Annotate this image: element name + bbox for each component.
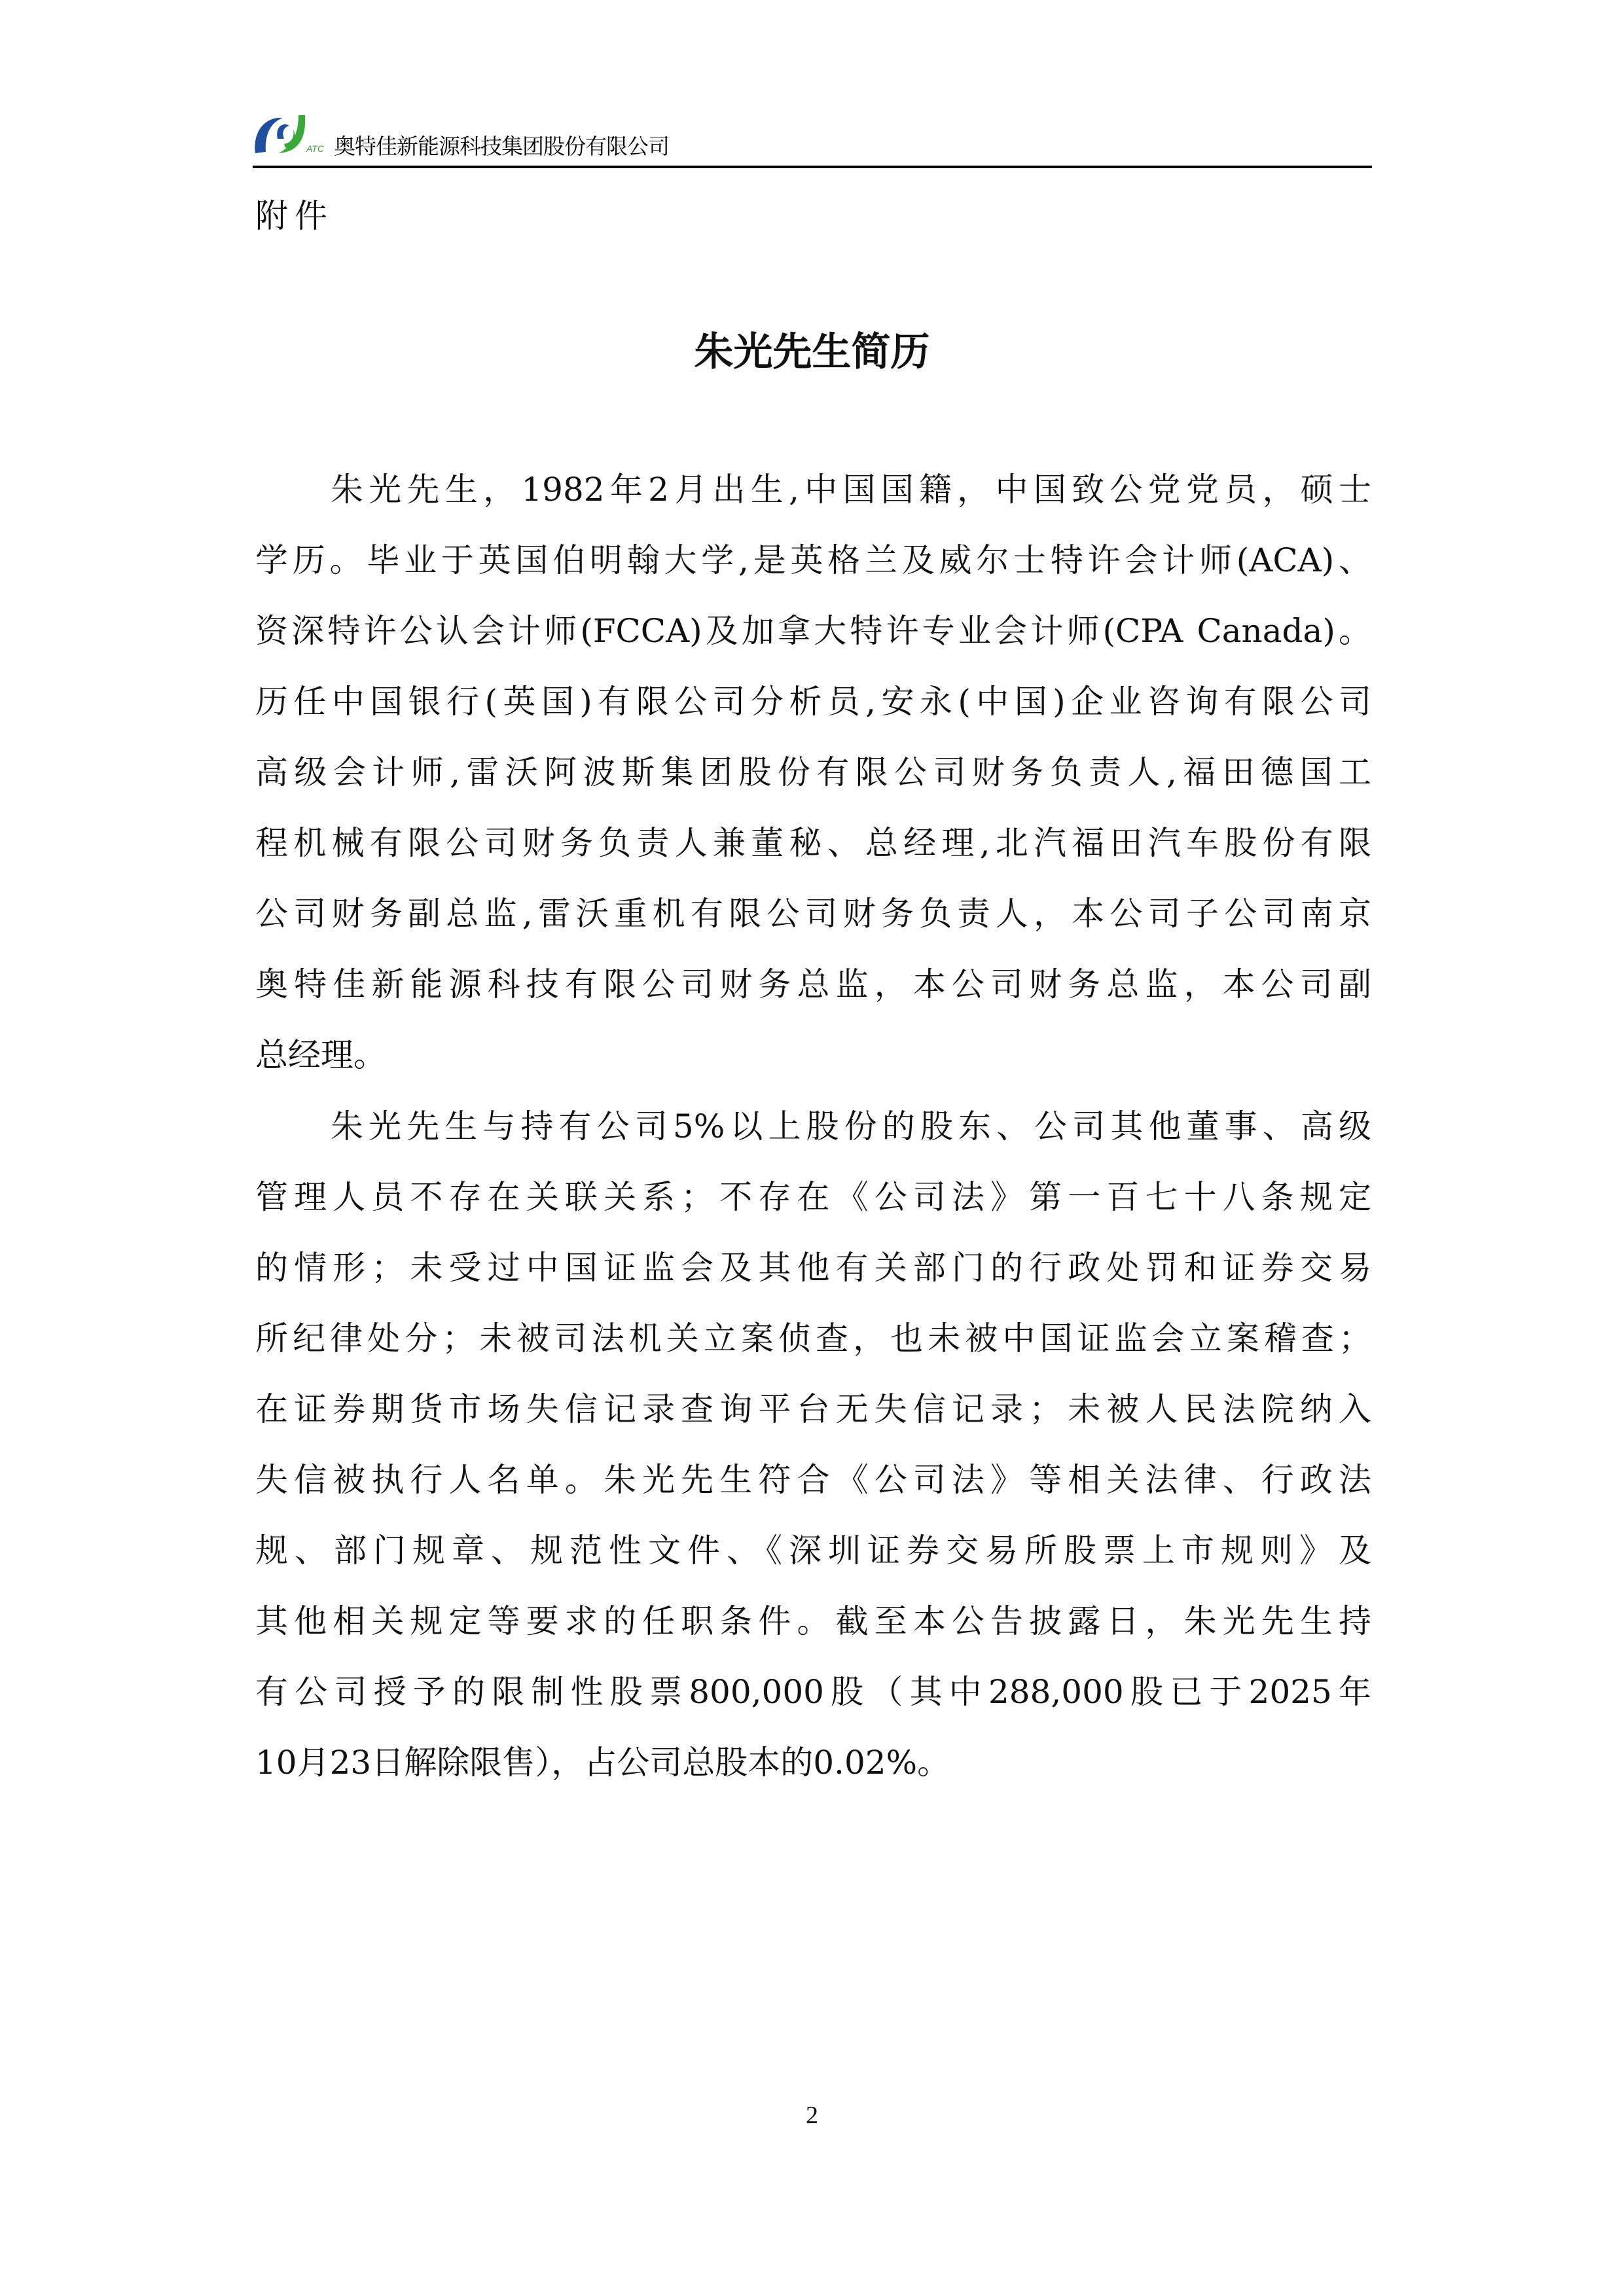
text-line: 资深特许公认会计师(FCCA)及加拿大特许专业会计师(CPA Canada)。 <box>255 612 1371 650</box>
text-line: 的情形；未受过中国证监会及其他有关部门的行政处罚和证券交易 <box>255 1249 1371 1287</box>
text-line: 在证券期货市场失信记录查询平台无失信记录；未被人民法院纳入 <box>255 1390 1371 1428</box>
paragraph-biography <box>255 454 1371 1090</box>
document-title: 朱光先生简历 <box>694 329 930 375</box>
text-line: 高级会计师,雷沃阿波斯集团股份有限公司财务负责人,福田德国工 <box>255 753 1371 791</box>
text-line: 朱光先生与持有公司5%以上股份的股东、公司其他董事、高级 <box>331 1107 1371 1145</box>
page-header <box>253 110 1372 168</box>
text-line: 其他相关规定等要求的任职条件。截至本公告披露日，朱光先生持 <box>255 1602 1371 1640</box>
company-name: 奥特佳新能源科技集团股份有限公司 <box>334 134 669 159</box>
text-line: 规、部门规章、规范性文件、《深圳证券交易所股票上市规则》及 <box>255 1532 1371 1570</box>
attachment-label: 附件 <box>255 197 334 235</box>
header-rule <box>253 166 1372 168</box>
text-line: 历任中国银行(英国)有限公司分析员,安永(中国)企业咨询有限公司 <box>255 683 1371 721</box>
text-line: 有公司授予的限制性股票800,000股（其中288,000股已于2025年 <box>255 1673 1371 1711</box>
text-line: 总经理。 <box>255 1036 386 1074</box>
company-logo <box>253 113 331 156</box>
paragraph-qualifications <box>255 1091 1371 1798</box>
svg-text:ATC: ATC <box>306 143 324 154</box>
text-line: 10月23日解除限售），占公司总股本的0.02%。 <box>255 1744 950 1782</box>
text-line: 朱光先生，1982年2月出生,中国国籍，中国致公党党员，硕士 <box>331 471 1371 509</box>
text-line: 失信被执行人名单。朱光先生符合《公司法》等相关法律、行政法 <box>255 1461 1371 1499</box>
text-line: 管理人员不存在关联关系；不存在《公司法》第一百七十八条规定 <box>255 1178 1371 1216</box>
text-line: 奥特佳新能源科技有限公司财务总监，本公司财务总监，本公司副 <box>255 965 1371 1003</box>
text-line: 所纪律处分；未被司法机关立案侦查，也未被中国证监会立案稽查； <box>255 1319 1371 1357</box>
page-number: 2 <box>806 2102 818 2129</box>
text-line: 公司财务副总监,雷沃重机有限公司财务负责人，本公司子公司南京 <box>255 895 1371 933</box>
text-line: 程机械有限公司财务负责人兼董秘、总经理,北汽福田汽车股份有限 <box>255 824 1371 862</box>
text-line: 学历。毕业于英国伯明翰大学,是英格兰及威尔士特许会计师(ACA)、 <box>255 541 1371 579</box>
